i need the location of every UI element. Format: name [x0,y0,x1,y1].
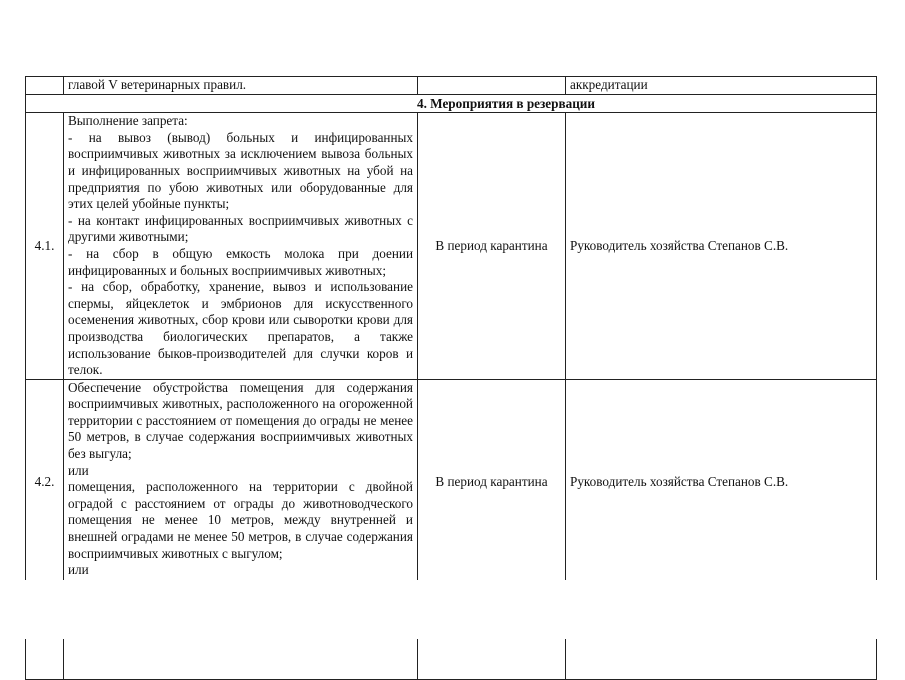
table-row [26,77,877,95]
description-line: - на сбор в общую емкость молока при доении инфицированных и больных восприимчивых животных; [68,245,413,278]
description-line: - на контакт инфицированных восприимчивых животных с другими животными; [68,212,413,245]
description-line: Выполнение запрета: [68,113,188,129]
table-row [26,113,877,380]
description-line: или [68,462,89,478]
description-line: - на вывоз (вывод) больных и инфицированных восприимчивых животных за исключением вывоза больных и инфицированных восприимчивых животных на убой на предприятия по убою животных или оборудованные для этих целей убойные пункты; [68,129,413,212]
responsible-cell: аккредитации [566,77,877,95]
description-cell [64,113,418,380]
page-margin-mask [0,580,905,639]
term-cell: В период карантина [418,379,566,679]
description-line: помещения, расположенного на территории с двойной оградой с расстоянием от ограды до животноводческого помещения не менее 10 метров, между внутренней и внешней оградами не менее 50 метров, в случае содержания восприимчивых животных с выгулом; [68,479,413,561]
description-line: - на сбор, обработку, хранение, вывоз и использование спермы, яйцеклеток и эмбрионов для искусственного осеменения животных, сбор крови или сыворотки крови для производства биологических препаратов, а также использование быков-производителей для случки коров и телок. [68,279,413,378]
row-number-cell: 4.1. [26,113,64,380]
term-cell [418,77,566,95]
description-cell: главой V ветеринарных правил. [64,77,418,95]
row-number-cell: 4.2. [26,379,64,679]
row-number-cell [26,77,64,95]
responsible-cell: Руководитель хозяйства Степанов С.В. [566,379,877,679]
description-line: или [68,562,89,578]
term-cell: В период карантина [418,113,566,380]
section-header-row [26,94,877,113]
section-title: 4. Мероприятия в резервации [26,94,877,113]
responsible-cell: Руководитель хозяйства Степанов С.В. [566,113,877,380]
description-line: Обеспечение обустройства помещения для содержания восприимчивых животных, расположенного на огороженной территории с расстоянием от помещения до ограды не менее 50 метров, в случае содержания восприимчивых животных без выгула; [68,379,413,462]
